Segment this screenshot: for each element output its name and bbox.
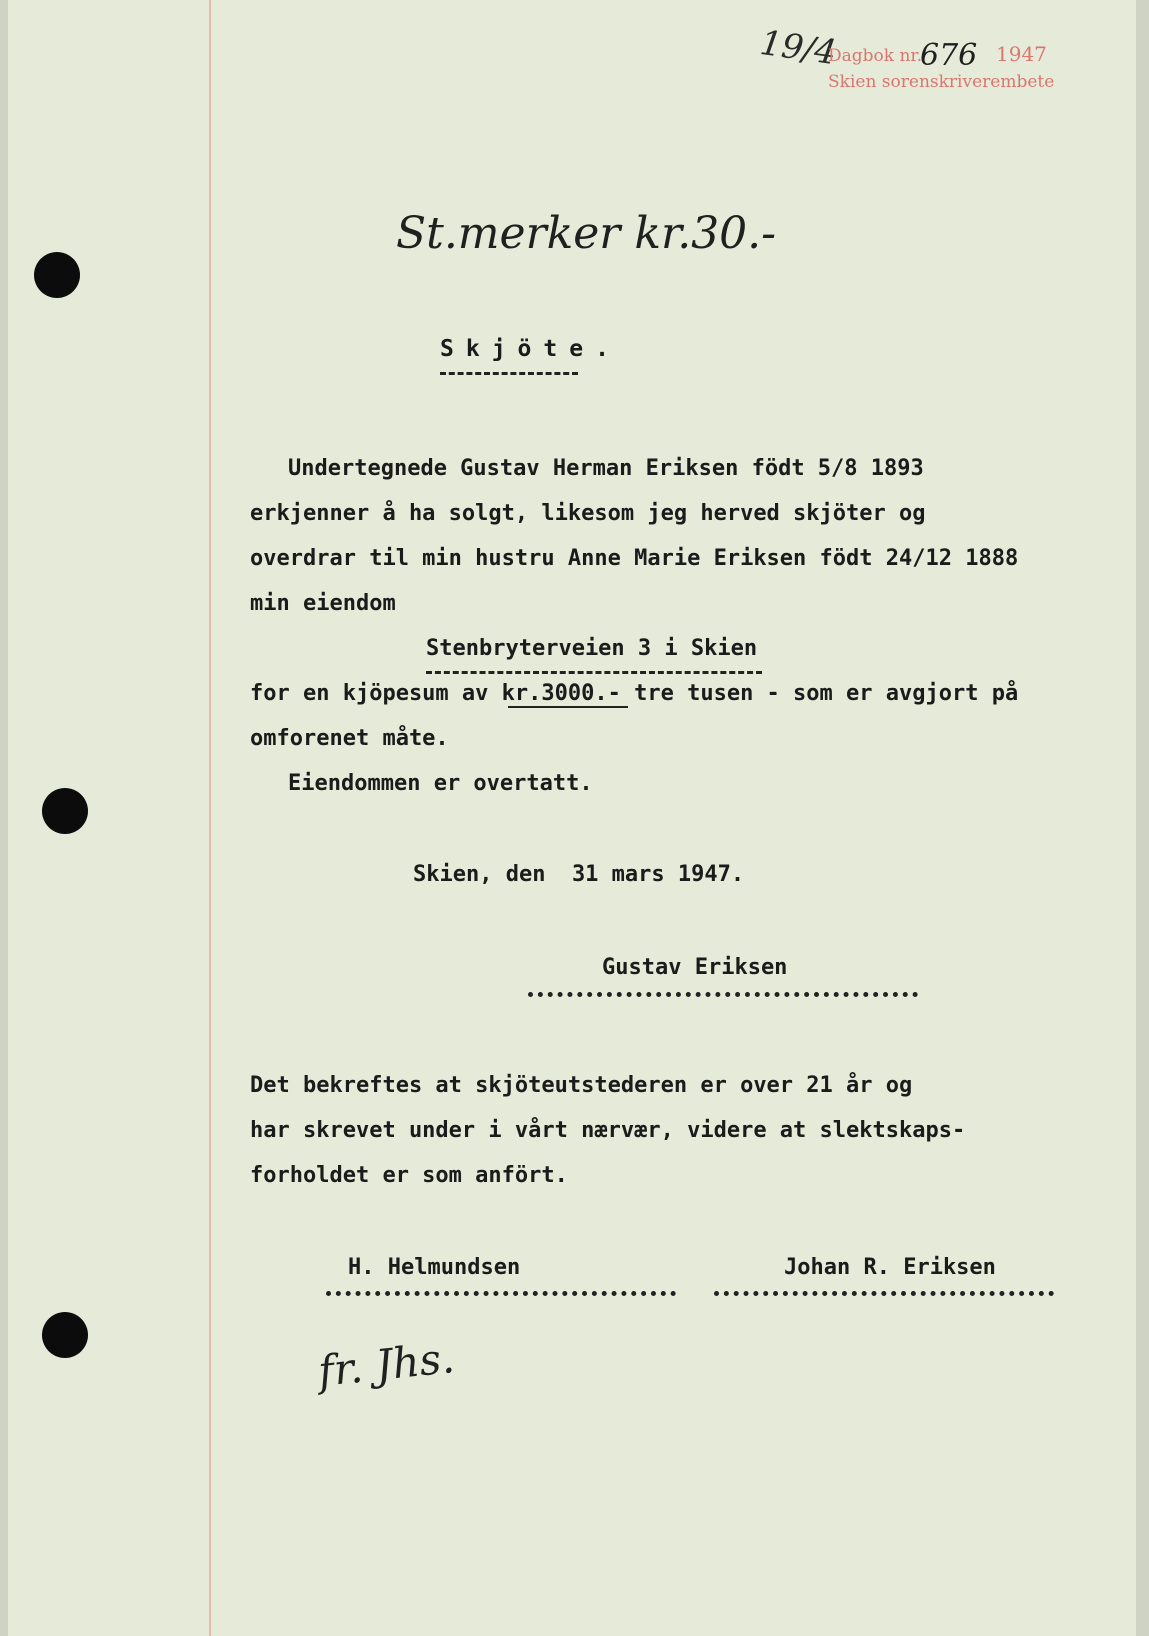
punch-hole	[34, 252, 80, 298]
attestation-line-2: har skrevet under i vårt nærvær, videre at slektskaps-	[250, 1118, 966, 1143]
stamp-duty-note: St.merker kr.30.-	[396, 208, 777, 259]
body-line-5: for en kjöpesum av kr.3000.- tre tusen - som er avgjort på	[250, 681, 1019, 706]
witness-2-signature: Johan R. Eriksen	[784, 1255, 996, 1280]
witness-2-signature-line	[714, 1291, 1054, 1296]
document-page	[8, 0, 1136, 1636]
property-underline	[426, 671, 762, 674]
place-date: Skien, den 31 mars 1947.	[413, 862, 745, 887]
title-underline	[440, 372, 578, 375]
stamp-diary-number: 676	[920, 38, 978, 73]
price-underline	[508, 706, 628, 708]
stamp-diary-label: Dagbok nr.	[828, 46, 923, 66]
body-line-4: min eiendom	[250, 591, 396, 616]
initials-note: fr. Jhs.	[315, 1333, 457, 1396]
body-line-1: Undertegnede Gustav Herman Eriksen födt 5/8 1893	[288, 456, 924, 481]
body-line-3: overdrar til min hustru Anne Marie Eriksen födt 24/12 1888	[250, 546, 1019, 571]
stamp-date-handwritten: 19/4	[757, 22, 839, 74]
witness-1-signature: H. Helmundsen	[348, 1255, 521, 1280]
document-title: Skjöte.	[440, 336, 621, 362]
attestation-line-1: Det bekreftes at skjöteutstederen er over 21 år og	[250, 1073, 913, 1098]
stamp-office: Skien sorenskriverembete	[828, 72, 1055, 92]
body-line-7: Eiendommen er overtatt.	[288, 771, 593, 796]
stamp-year: 1947	[996, 42, 1047, 66]
margin-line	[209, 0, 211, 1636]
witness-1-signature-line	[326, 1291, 676, 1296]
attestation-line-3: forholdet er som anfört.	[250, 1163, 568, 1188]
punch-hole	[42, 788, 88, 834]
property-address: Stenbryterveien 3 i Skien	[426, 636, 758, 661]
body-line-2: erkjenner å ha solgt, likesom jeg herved skjöter og	[250, 501, 926, 526]
seller-signature: Gustav Eriksen	[602, 955, 788, 980]
punch-hole	[42, 1312, 88, 1358]
body-line-6: omforenet måte.	[250, 726, 449, 751]
seller-signature-line	[528, 992, 918, 997]
